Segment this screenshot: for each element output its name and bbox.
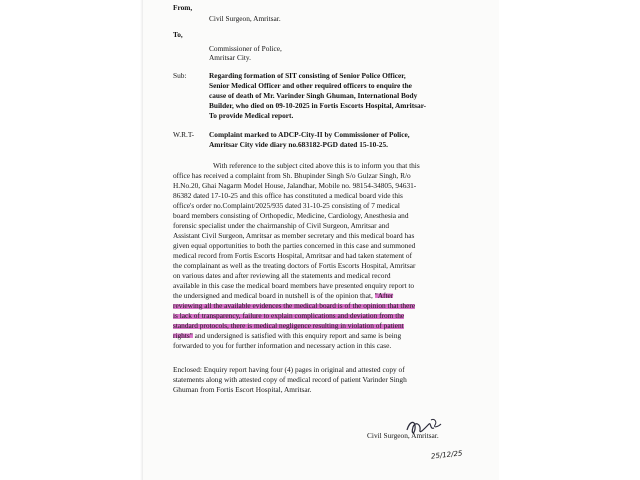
body-line-15 (173, 331, 401, 341)
body-line-3: H.No.20, Ghai Nagarm Model House, Jalandhar, Mobile no. 98154-34805, 94631- (173, 181, 417, 190)
enclosed-line-1: Enclosed: Enquiry report having four (4) pages in original and attested copy of (173, 365, 405, 374)
highlighted-quote-line-1: reviewing all the available evidences the medical board is of the opinion that there (173, 301, 416, 310)
body-line-16: forwarded to you for further information and necessary action in this case. (173, 341, 392, 350)
to-label: To, (173, 30, 183, 39)
to-line-1: Commissioner of Police, (209, 44, 282, 53)
sub-label: Sub: (173, 71, 187, 80)
body-line-8: Assistant Civil Surgeon, Amritsar as member secretary and this medical board has (173, 231, 415, 240)
body-line-1: With reference to the subject cited above this is to inform you that this (213, 161, 420, 170)
sub-line-4: Builder, who died on 09-10-2025 in Fortis Escorts Hospital, Amritsar- (209, 101, 427, 110)
body-line-2: office has received a complaint from Sh. Bhupinder Singh S/o Gulzar Singh, R/o (173, 171, 411, 180)
body-line-13: available in this case the medical board members have presented enquiry report to (173, 281, 415, 290)
sub-line-3: cause of death of Mr. Varinder Singh Ghuman, International Body (209, 91, 418, 100)
from-value: Civil Surgeon, Amritsar. (209, 14, 281, 23)
sub-line-1: Regarding formation of SIT consisting of Senior Police Officer, (209, 71, 406, 80)
body-highlight-prefix: the undersigned and medical board in nutshell is of the opinion that, (173, 291, 375, 300)
body-line-7: forensic specialist under the chairmanship of Civil Surgeon, Amritsar and (173, 221, 390, 230)
body-line-9: given equal opportunities to both the parties concerned in this case and summoned (173, 241, 416, 250)
body-line-10: medical record from Fortis Escorts Hospital, Amritsar and had taken statement of (173, 251, 413, 260)
page-edge-shadow (140, 0, 143, 480)
sub-line-2: Senior Medical Officer and other required officers to enquire the (209, 81, 412, 90)
signature-block: Civil Surgeon, Amritsar. (367, 431, 439, 440)
sub-line-5: To provide Medical report. (209, 111, 294, 120)
enclosed-line-3: Ghuman from Fortis Escort Hospital, Amritsar. (173, 385, 312, 394)
body-line-4: 86382 dated 17-10-25 and this office has constituted a medical board vide this (173, 191, 403, 200)
body-line-11: the complainant as well as the treating doctors of Fortis Escorts Hospital, Amritsar (173, 261, 416, 270)
body-line-12: on various dates and after reviewing all the statements and medical record (173, 271, 391, 280)
from-label: From, (173, 3, 193, 12)
enclosed-line-2: statements along with attested copy of medical record of patient Varinder Singh (173, 375, 407, 384)
highlighted-quote-start: "After (374, 291, 394, 300)
body-highlight-tail: and undersigned is satisfied with this enquiry report and same is being (192, 331, 402, 340)
to-line-2: Amritsar City. (209, 53, 251, 62)
wrt-line-1: Complaint marked to ADCP-City-II by Commissioner of Police, (209, 130, 410, 139)
body-line-5: office's order no.Complaint/2025/935 dated 31-10-25 consisting of 7 medical (173, 201, 400, 210)
body-line-6: board members consisting of Orthopedic, Medicine, Cardiology, Anesthesia and (173, 211, 409, 220)
handwritten-date: 25/12/25 (430, 449, 463, 461)
wrt-label: W.R.T- (173, 130, 195, 139)
highlighted-quote-end: rights" (173, 331, 193, 340)
highlighted-quote-line-3: standard protocols, there is medical negligence resulting in violation of patient (173, 321, 404, 330)
body-line-14 (173, 291, 393, 301)
highlighted-quote-line-2: is lack of transparency, failure to explain complications and deviation from the (173, 311, 405, 320)
letter-page (143, 0, 499, 480)
wrt-line-2: Amritsar City vide diary no.683182-PGD dated 15-10-25. (209, 140, 388, 149)
